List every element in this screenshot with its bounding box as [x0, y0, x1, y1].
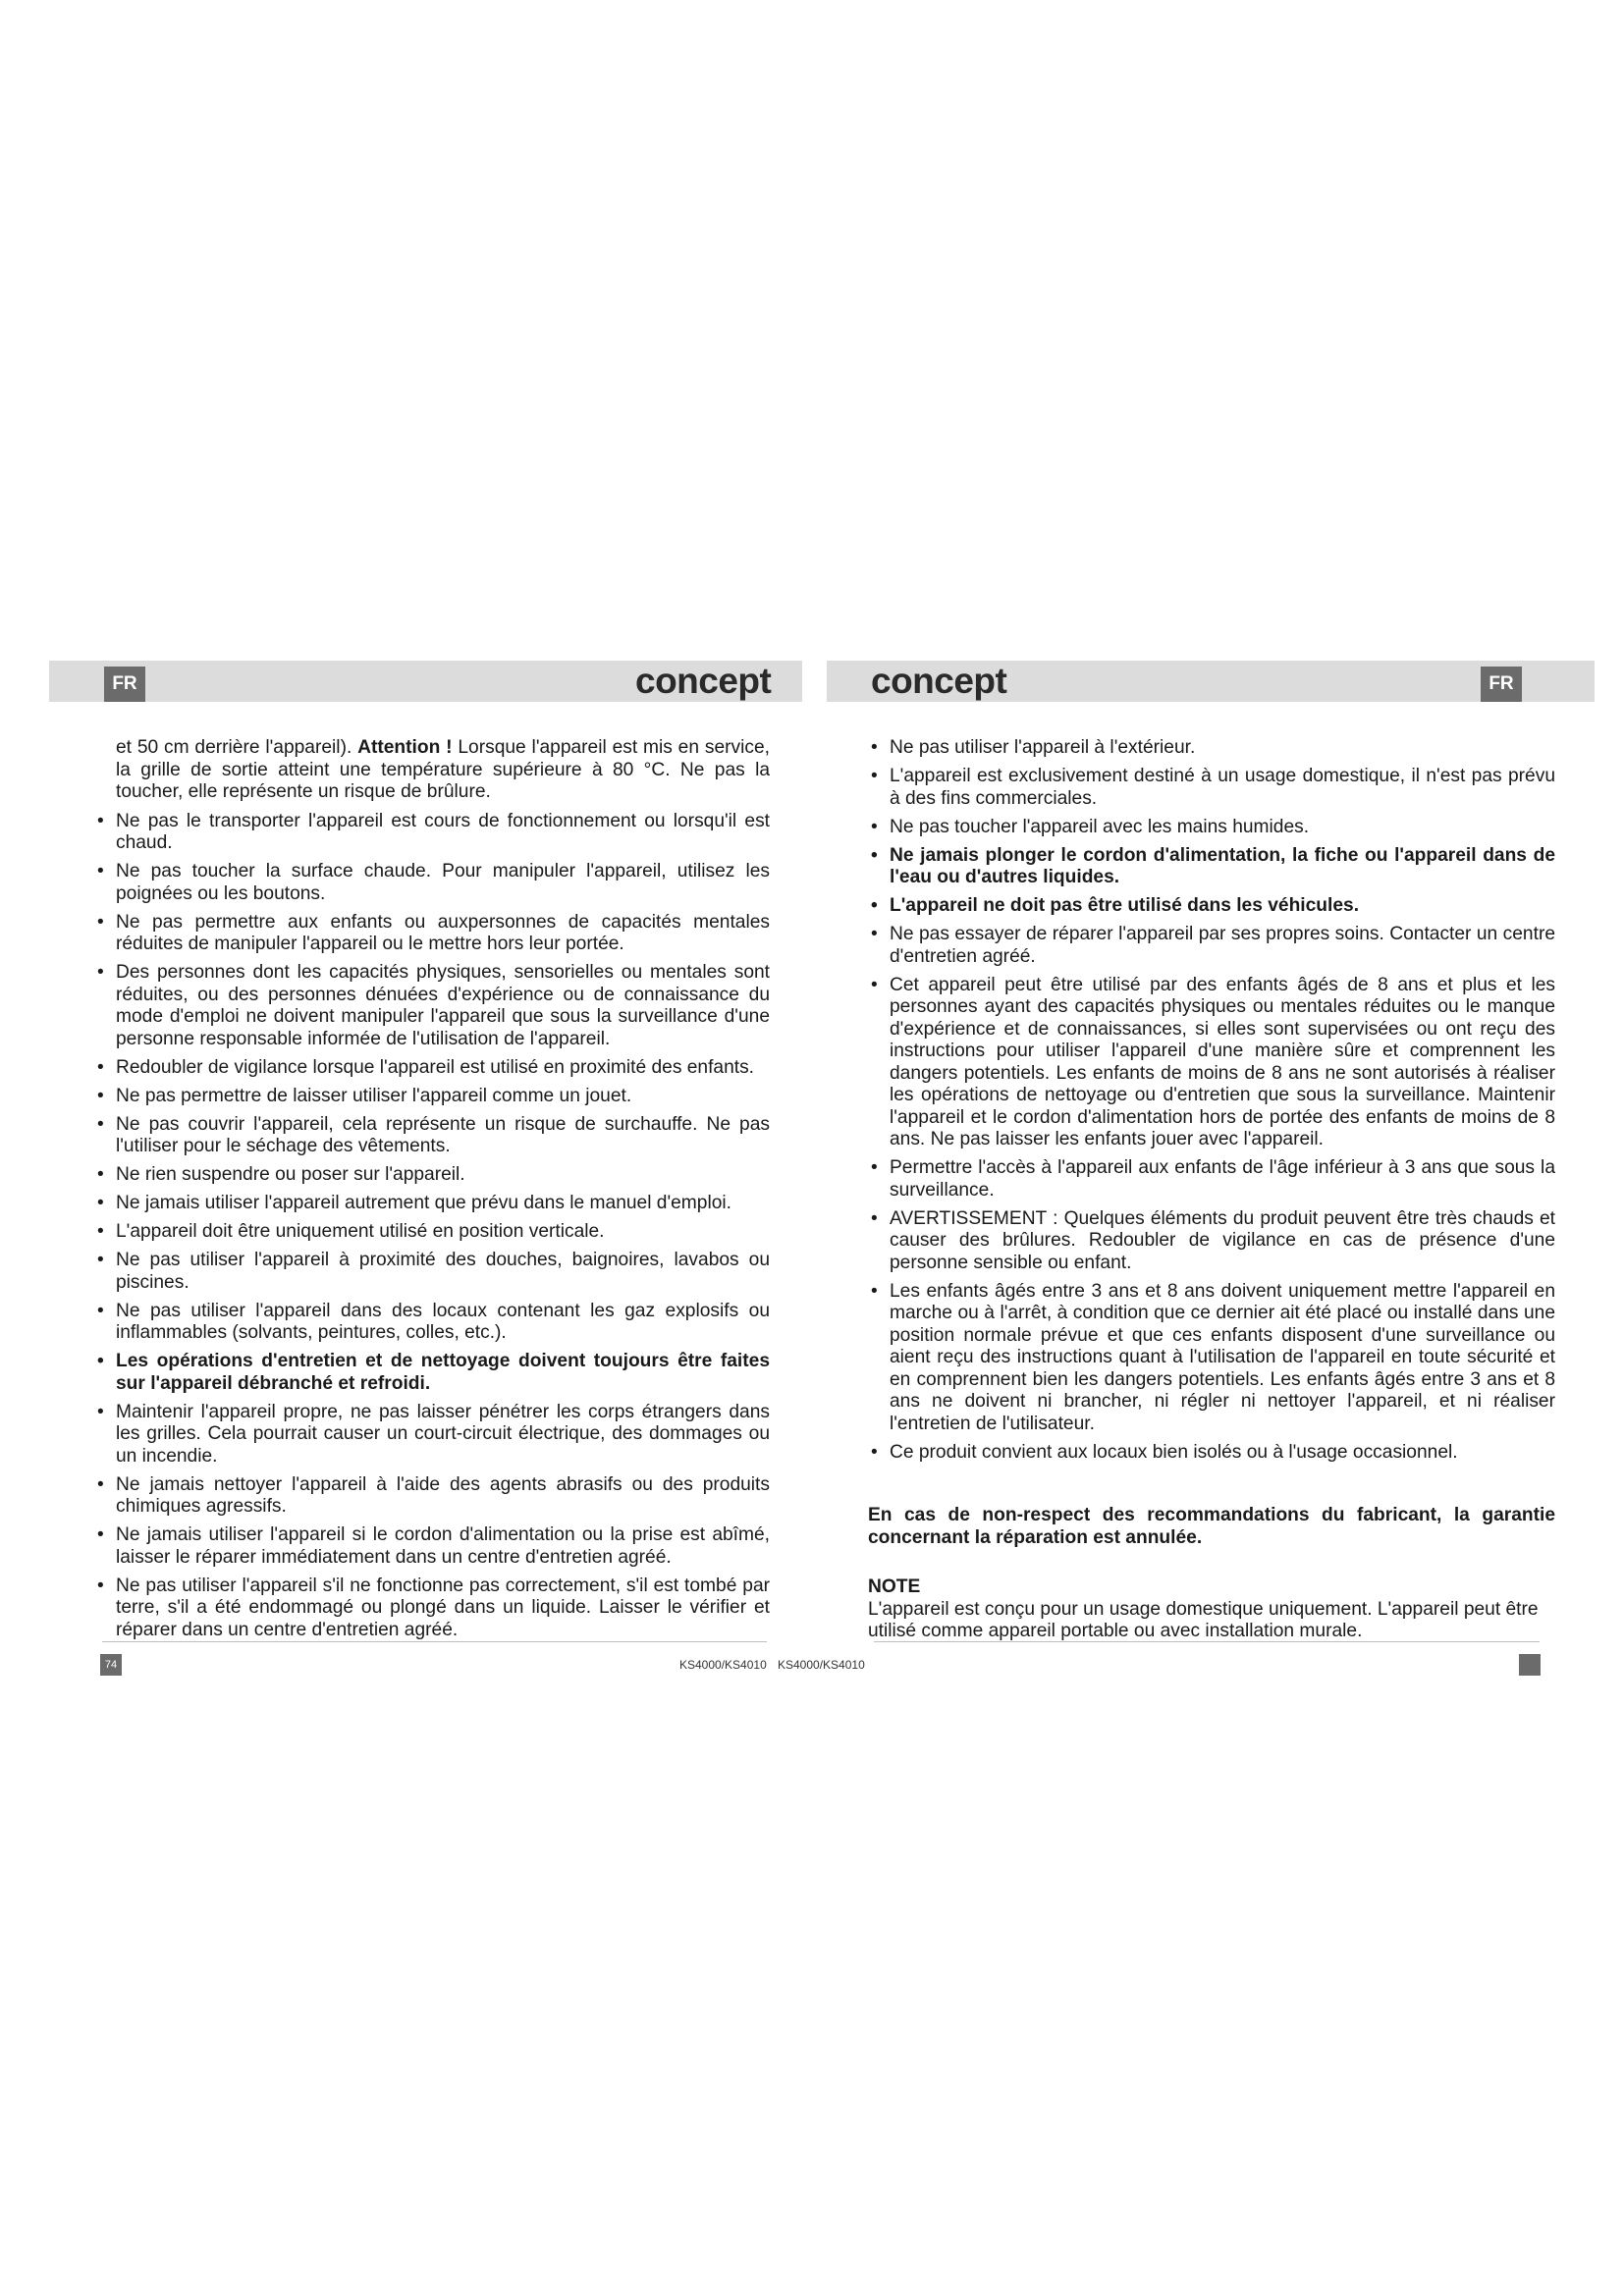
footer-divider-right [874, 1641, 1540, 1642]
list-item: • Ne pas essayer de réparer l'appareil par ses propres soins. Contacter un centre d'entretien agréé. [868, 924, 1555, 968]
list-item: • Ne rien suspendre ou poser sur l'appareil. [94, 1164, 770, 1187]
brand-logo-left: concept [635, 661, 772, 701]
page-number: 74 [100, 1654, 122, 1676]
list-item: • Ne pas permettre aux enfants ou auxpersonnes de capacités mentales réduites de manipuler l'appareil ou le mettre hors leur portée. [94, 912, 770, 956]
list-item: • Ne pas couvrir l'appareil, cela représente un risque de surchauffe. Ne pas l'utiliser pour le séchage des vêtements. [94, 1114, 770, 1158]
list-item: • Ce produit convient aux locaux bien isolés ou à l'usage occasionnel. [868, 1442, 1555, 1465]
list-item: • Maintenir l'appareil propre, ne pas laisser pénétrer les corps étrangers dans les grilles. Cela pourrait causer un court-circuit électrique, des dommages ou un incendie. [94, 1402, 770, 1468]
list-item: • Des personnes dont les capacités physiques, sensorielles ou mentales sont réduites, ou des personnes dénuées d'expérience ou de connaissance du mode d'emploi ne doivent manipuler l'appareil que sous la surveillance d'une personne responsable informée de l'utilisation de l'appareil. [94, 962, 770, 1050]
intro-rest: Lorsque l'appareil est mis en service, la grille de sortie atteint une température supérieure à 80 °C. Ne pas la toucher, elle représente un risque de brûlure. [116, 737, 770, 802]
left-column [94, 737, 770, 1648]
list-item: • L'appareil doit être uniquement utilisé en position verticale. [94, 1221, 770, 1244]
note-title: NOTE [868, 1576, 921, 1597]
brand-logo-right: concept [871, 661, 1007, 701]
intro-paragraph [116, 737, 770, 804]
list-item: • Ne pas permettre de laisser utiliser l'appareil comme un jouet. [94, 1086, 770, 1108]
list-item: • AVERTISSEMENT : Quelques éléments du produit peuvent être très chauds et causer des brûlures. Redoubler de vigilance en cas de présence d'une personne sensible ou enfant. [868, 1208, 1555, 1275]
model-number-right: KS4000/KS4010 [778, 1658, 865, 1672]
list-item: • Ne pas utiliser l'appareil à proximité des douches, baignoires, lavabos ou piscines. [94, 1250, 770, 1294]
list-item: • Ne jamais utiliser l'appareil autrement que prévu dans le manuel d'emploi. [94, 1193, 770, 1215]
list-item-bold: • Ne jamais plonger le cordon d'alimentation, la fiche ou l'appareil dans de l'eau ou d'autres liquides. [868, 845, 1555, 889]
language-tag-right: FR [1481, 667, 1522, 702]
list-item-bold: • Les opérations d'entretien et de nettoyage doivent toujours être faites sur l'appareil débranché et refroidi. [94, 1351, 770, 1395]
list-item: • Ne pas le transporter l'appareil est cours de fonctionnement ou lorsqu'il est chaud. [94, 811, 770, 855]
right-column [868, 737, 1555, 1643]
attention-label: Attention ! [357, 737, 453, 758]
list-item: • Ne pas utiliser l'appareil dans des locaux contenant les gaz explosifs ou inflammables (solvants, peintures, colles, etc.). [94, 1301, 770, 1345]
page-marker-square [1519, 1654, 1541, 1676]
list-item: • Ne jamais nettoyer l'appareil à l'aide des agents abrasifs ou des produits chimiques agressifs. [94, 1474, 770, 1519]
footer-divider-left [102, 1641, 767, 1642]
list-item: • Cet appareil peut être utilisé par des enfants âgés de 8 ans et plus et les personnes ayant des capacités physiques ou mentales réduites ou le manque d'expérience et de connaissances, si elles sont supervisées ou ont reçu des instructions pour utiliser l'appareil d'une manière sûre et comprennent les dangers potentiels. Les enfants de moins de 8 ans ne sont autorisés à réaliser les opérations de nettoyage ou d'entretien que sous la surveillance. Maintenir l'appareil et le cordon d'alimentation hors de portée des enfants de moins de 8 ans. Ne pas laisser les enfants jouer avec l'appareil. [868, 975, 1555, 1151]
list-item: • Les enfants âgés entre 3 ans et 8 ans doivent uniquement mettre l'appareil en marche ou à l'arrêt, à condition que ce dernier ait été placé ou installé dans une position normale prévue et que ces enfants disposent d'une surveillance ou aient reçu des instructions quant à l'utilisation de l'appareil en toute sécurité et en comprennent bien les dangers potentiels. Les enfants âgés entre 3 ans et 8 ans ne doivent ni brancher, ni régler ni nettoyer l'appareil, et ni réaliser l'entretien de l'utilisateur. [868, 1281, 1555, 1436]
list-item: • L'appareil est exclusivement destiné à un usage domestique, il n'est pas prévu à des fins commerciales. [868, 766, 1555, 810]
intro-prefix: et 50 cm derrière l'appareil). [116, 737, 358, 758]
list-item: • Ne pas toucher l'appareil avec les mains humides. [868, 817, 1555, 839]
model-number-left: KS4000/KS4010 [679, 1658, 767, 1672]
list-item-bold: • L'appareil ne doit pas être utilisé dans les véhicules. [868, 895, 1555, 918]
list-item: • Ne jamais utiliser l'appareil si le cordon d'alimentation ou la prise est abîmé, laisser le réparer immédiatement dans un centre d'entretien agréé. [94, 1524, 770, 1569]
list-item: • Ne pas utiliser l'appareil à l'extérieur. [868, 737, 1555, 760]
warranty-notice: En cas de non-respect des recommandations du fabricant, la garantie concernant la réparation est annulée. [868, 1505, 1555, 1548]
list-item: • Redoubler de vigilance lorsque l'appareil est utilisé en proximité des enfants. [94, 1057, 770, 1080]
list-item: • Ne pas utiliser l'appareil s'il ne fonctionne pas correctement, s'il est tombé par terre, s'il a été endommagé ou plongé dans un liquide. Laisser le vérifier et réparer dans un centre d'entretien agréé. [94, 1575, 770, 1642]
note-text: L'appareil est conçu pour un usage domestique uniquement. L'appareil peut être utilisé comme appareil portable ou avec installation murale. [868, 1598, 1539, 1641]
left-safety-list [94, 811, 770, 1642]
language-tag-left: FR [104, 667, 145, 702]
list-item: • Ne pas toucher la surface chaude. Pour manipuler l'appareil, utilisez les poignées ou les boutons. [94, 861, 770, 905]
list-item: • Permettre l'accès à l'appareil aux enfants de l'âge inférieur à 3 ans que sous la surveillance. [868, 1157, 1555, 1201]
right-safety-list [868, 737, 1555, 1464]
